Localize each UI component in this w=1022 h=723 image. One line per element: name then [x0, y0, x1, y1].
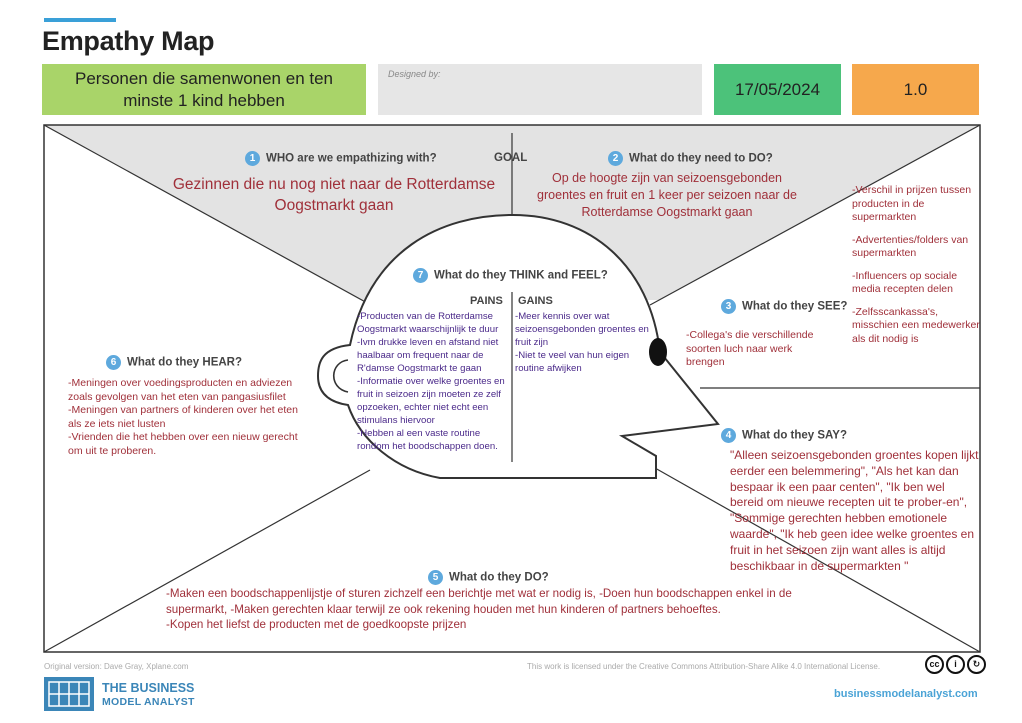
bma-logo-icon — [44, 677, 94, 711]
q6-title-text: What do they HEAR? — [127, 356, 242, 369]
q4-title — [721, 428, 847, 443]
gains-item: -Niet te veel van hun eigen routine afwijken — [515, 350, 630, 374]
page-title: Empathy Map — [42, 26, 215, 56]
q3-answer-left[interactable]: -Collega's die verschillende soorten luch naar werk brengen — [686, 329, 814, 368]
license-text: This work is licensed under the Creative Commons Attribution-Share Alike 4.0 International License. — [527, 662, 881, 671]
pains-item: -Hebben al een vaste routine rondom het boodschappen doen. — [357, 428, 498, 452]
pains-item: -Informatie over welke groentes en fruit in seizoen zijn moeten ze zelf opzoeken, echter niet echt een stimulans hiervoor — [357, 376, 505, 426]
number-7-icon: 7 — [413, 268, 428, 283]
brand-name — [102, 681, 195, 709]
sa-icon: ↻ — [967, 655, 986, 674]
q7-title-text: What do they THINK and FEEL? — [434, 269, 608, 282]
q5-line: -Maken een boodschappenlijstje of sturen zichzelf een berichtje met wat er nodig is, -Doen hun boodschappen enkel in de — [166, 587, 792, 600]
q6-title — [106, 355, 242, 370]
q5-line: supermarkt, -Maken gerechten klaar terwijl ze ook rekening houden met hun kinderen of partners behoeftes. — [166, 602, 721, 616]
number-6-icon: 6 — [106, 355, 121, 370]
goal-label: GOAL — [494, 152, 528, 164]
q7-title — [413, 268, 608, 283]
q2-title-text: What do they need to DO? — [629, 152, 773, 165]
gains-item: -Meer kennis over wat seizoensgebonden groentes en fruit zijn — [515, 311, 649, 348]
q5-title-text: What do they DO? — [449, 571, 549, 584]
q3-item: -Zelfsscankassa's, misschien een medewerker als dit nodig is — [852, 305, 980, 345]
q4-answer[interactable]: "Alleen seizoensgebonden groentes kopen lijkt eerder een belemmering", "Als het kan dan bespaar ik een paar centen", "Ik ben wel bereid om nieuwe recepten uit te prober-en", "Sommige gerechten hebben emotionele waarde", "Ik heb geen idee welke groentes en fruit in het seizoen zijn want alles is altijd beschikbaar in de supermarkten " — [730, 448, 979, 573]
brand-line2: MODEL ANALYST — [102, 696, 195, 708]
gains-list[interactable] — [515, 310, 651, 375]
q1-title — [245, 151, 437, 166]
q3-item: -Advertenties/folders van supermarkten — [852, 233, 969, 259]
q3-item: -Influencers op sociale media recepten delen — [852, 269, 958, 295]
number-3-icon: 3 — [721, 299, 736, 314]
number-2-icon: 2 — [608, 151, 623, 166]
q1-answer[interactable]: Gezinnen die nu nog niet naar de Rotterdamse Oogstmarkt gaan — [172, 176, 496, 214]
q5-line: -Kopen het liefst de producten met de goedkoopste prijzen — [166, 618, 467, 631]
site-link[interactable]: businessmodelanalyst.com — [834, 688, 978, 700]
original-version-credit: Original version: Dave Gray, Xplane.com — [44, 662, 189, 671]
number-4-icon: 4 — [721, 428, 736, 443]
q3-item: -Verschil in prijzen tussen producten in de supermarkten — [852, 184, 972, 223]
q6-item: -Vrienden die het hebben over een nieuw gerecht om uit te proberen. — [68, 431, 298, 457]
q3-answer-right[interactable] — [852, 184, 982, 346]
cc-license-badge[interactable] — [925, 655, 986, 674]
version-box[interactable]: 1.0 — [852, 64, 979, 115]
number-1-icon: 1 — [245, 151, 260, 166]
q3-title-text: What do they SEE? — [742, 300, 848, 313]
designed-by-label: Designed by: — [388, 69, 441, 79]
q6-answer[interactable] — [68, 377, 314, 458]
q5-title — [428, 570, 549, 585]
date-box[interactable]: 17/05/2024 — [714, 64, 841, 115]
persona-box[interactable]: Personen die samenwonen en ten minste 1 kind hebben — [42, 64, 366, 115]
q6-item: -Meningen over voedingsproducten en adviezen zoals gevolgen van het eten van pangasiusfilet — [68, 377, 293, 403]
pains-list[interactable] — [357, 310, 511, 453]
q1-title-text: WHO are we empathizing with? — [266, 152, 437, 165]
q6-item: -Meningen van partners of kinderen over het eten als ze iets niet lusten — [68, 404, 298, 430]
q4-title-text: What do they SAY? — [742, 429, 847, 442]
q3-title — [721, 299, 847, 314]
by-icon: i — [946, 655, 965, 674]
cc-icon: cc — [925, 655, 944, 674]
q2-answer[interactable]: Op de hoogte zijn van seizoensgebonden groentes en fruit en 1 keer per seizoen naar de Rotterdamse Oogstmarkt gaan — [537, 171, 797, 219]
q2-title — [608, 151, 773, 166]
pains-item: -Producten van de Rotterdamse Oogstmarkt waarschijnlijk te duur — [357, 311, 499, 335]
gains-label: GAINS — [518, 295, 553, 307]
number-5-icon: 5 — [428, 570, 443, 585]
brand-line1: THE BUSINESS — [102, 681, 195, 695]
pains-label: PAINS — [470, 295, 503, 307]
eye-icon — [649, 338, 667, 366]
pains-item: -Ivm drukke leven en afstand niet haalbaar om frequent naar de R'damse Oogstmarkt te gaan — [357, 337, 499, 374]
q5-answer[interactable] — [166, 586, 866, 633]
